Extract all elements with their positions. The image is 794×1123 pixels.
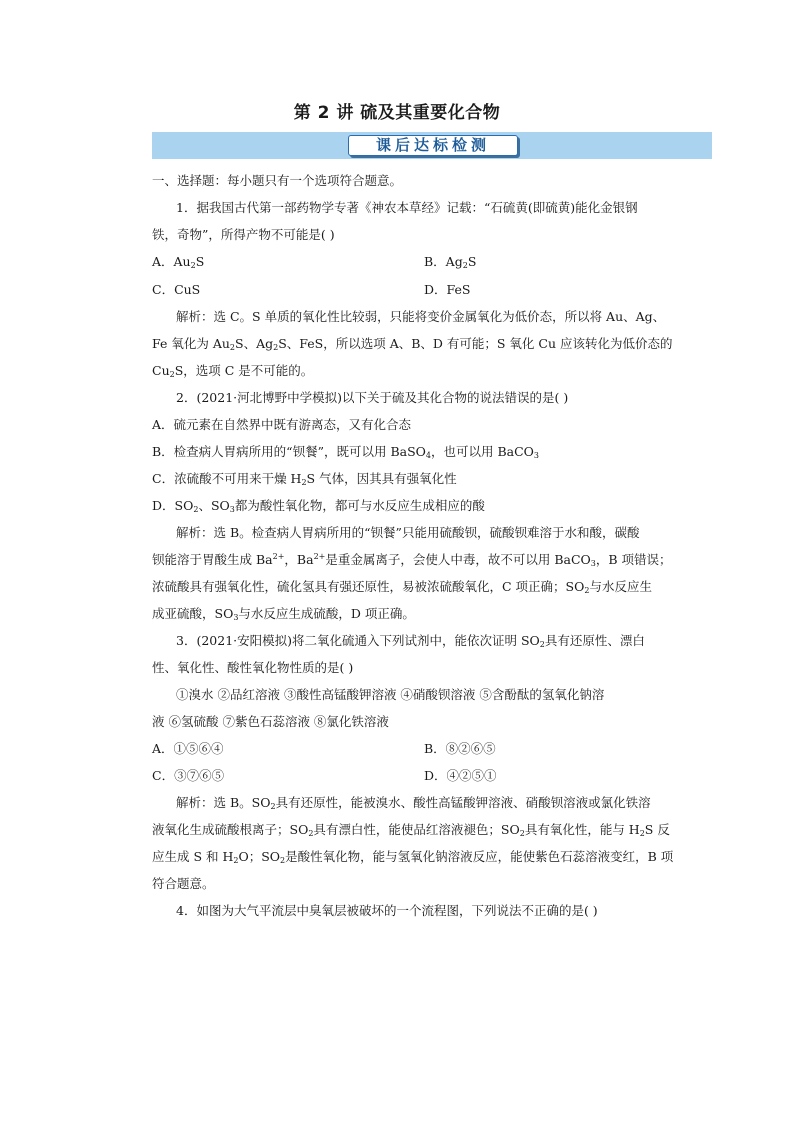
q3-option-a: A．①⑤⑥④ [152, 741, 224, 756]
section-banner [152, 132, 712, 159]
q3-option-b: B．⑧②⑥⑤ [424, 741, 496, 756]
q2-option-a: A．硫元素在自然界中既有游离态，又有化合态 [152, 417, 412, 432]
q1-stem-line1: 1．据我国古代第一部药物学专著《神农本草经》记载：“石硫黄(即硫黄)能化金银钢 [176, 200, 638, 215]
q2-option-d: D．$SO_2$、$SO_3$都为酸性氧化物，都可与水反应生成相应的酸 [152, 498, 485, 514]
q2-answer-line2: 钡能溶于胃酸生成 $Ba^{2+}$，$Ba^{2+}$是重金属离子，会使人中毒，故不可以用 BaCO$_3$，B 项错误； [152, 552, 672, 568]
q3-answer-line4: 符合题意。 [152, 876, 215, 891]
q2-answer-line1: 解析：选 B。检查病人胃病所用的“钡餐”只能用硫酸钡，硫酸钡难溶于水和酸，碳酸 [176, 525, 640, 540]
section-heading: 一、选择题：每小题只有一个选项符合题意。 [152, 173, 403, 188]
banner-label: 课后达标检测 [348, 135, 518, 156]
q2-stem: 2．(2021·河北博野中学模拟)以下关于硫及其化合物的说法错误的是( ) [176, 390, 569, 405]
q3-stem-line1: 3．(2021·安阳模拟)将二氧化硫通入下列试剂中，能依次证明 $SO_2$具有还原性、漂白 [176, 633, 645, 649]
q4-stem: 4．如图为大气平流层中臭氧层被破坏的一个流程图，下列说法不正确的是( ) [176, 903, 598, 918]
q1-answer-line1: 解析：选 C。S 单质的氧化性比较弱，只能将变价金属氧化为低价态，所以将 Au、Ag、 [176, 309, 666, 324]
q3-answer-line2: 液氧化生成硫酸根离子；$SO_2$具有漂白性，能使品红溶液褪色；$SO_2$具有氧化性，能与 $H_2S$ 反 [152, 822, 670, 838]
q1-option-d: D．FeS [424, 282, 471, 297]
q1-answer-line3: $Cu_2S$，选项 C 是不可能的。 [152, 363, 314, 379]
q2-option-b: B．检查病人胃病所用的“钡餐”，既可以用 BaSO$_4$，也可以用 BaCO$_3$ [152, 444, 540, 460]
q3-stem-line2: 性、氧化性、酸性氧化物性质的是( ) [152, 660, 354, 675]
q1-option-c: C．CuS [152, 282, 201, 297]
q3-answer-line1: 解析：选 B。$SO_2$具有还原性，能被溴水、酸性高锰酸钾溶液、硝酸钡溶液或氯化铁溶 [176, 795, 651, 811]
q1-stem-line2: 铁，奇物”，所得产物不可能是( ) [152, 227, 335, 242]
q3-option-d: D．④②⑤① [424, 768, 497, 783]
q1-answer-line2: Fe 氧化为 $Au_2S$、$Ag_2S$、FeS，所以选项 A、B、D 有可能；S 氧化 Cu 应该转化为低价态的 [152, 336, 673, 352]
q3-answer-line3: 应生成 S 和 $H_2O$；$SO_2$是酸性氧化物，能与氢氧化钠溶液反应，能使紫色石蕊溶液变红，B 项 [152, 849, 674, 865]
page-title: 第 2 讲 硫及其重要化合物 [293, 103, 501, 123]
q3-reagent-list-line2: 液 ⑥氢硫酸 ⑦紫色石蕊溶液 ⑧氯化铁溶液 [152, 714, 389, 729]
q3-reagent-list-line1: ①溴水 ②品红溶液 ③酸性高锰酸钾溶液 ④硝酸钡溶液 ⑤含酚酞的氢氧化钠溶 [176, 687, 605, 702]
q2-answer-line4: 成亚硫酸，$SO_3$与水反应生成硫酸，D 项正确。 [152, 606, 415, 622]
q2-answer-line3: 浓硫酸具有强氧化性，硫化氢具有强还原性，易被浓硫酸氧化，C 项正确；$SO_2$与水反应生 [152, 579, 652, 595]
q1-option-b: B．$Ag_2S$ [424, 254, 477, 270]
q3-option-c: C．③⑦⑥⑤ [152, 768, 225, 783]
q1-option-a: A．$Au_2S$ [152, 254, 205, 270]
q2-option-c: C．浓硫酸不可用来干燥 $H_2S$ 气体，因其具有强氧化性 [152, 471, 457, 487]
